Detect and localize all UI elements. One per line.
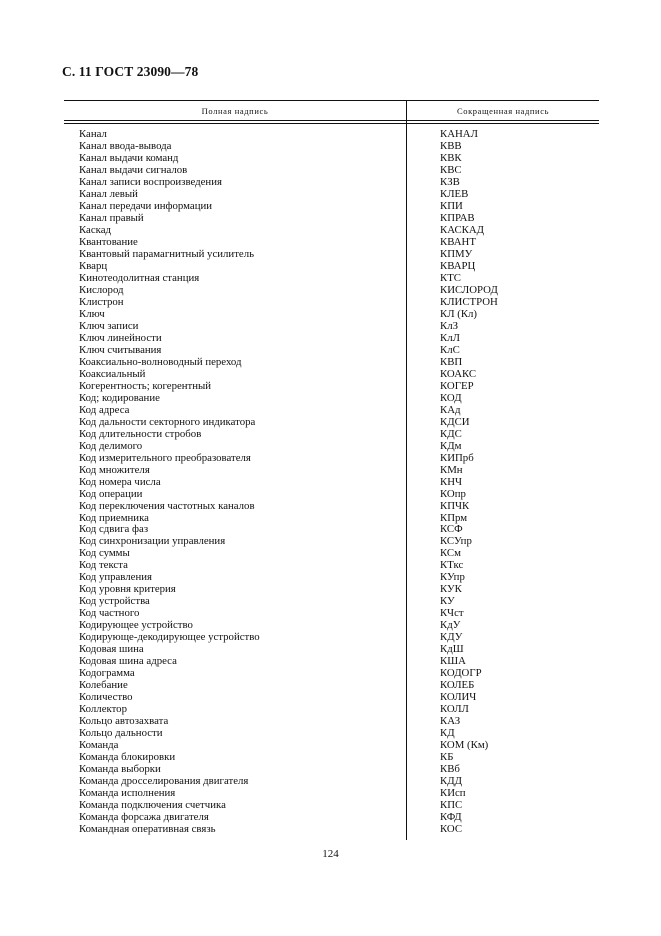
abbreviation-cell: КПИ <box>440 199 463 212</box>
table-row <box>0 763 661 775</box>
abbreviation-cell: КИсп <box>440 787 466 800</box>
full-name-cell: Кодирующее устройство <box>79 619 193 632</box>
full-name-cell: Код адреса <box>79 403 130 416</box>
full-name-cell: Код; кодирование <box>79 391 160 404</box>
table-row <box>0 176 661 188</box>
abbreviation-cell: КПС <box>440 799 463 812</box>
abbreviation-cell: КлС <box>440 343 460 356</box>
table-row <box>0 643 661 655</box>
table-row <box>0 404 661 416</box>
full-name-cell: Ключ записи <box>79 319 139 332</box>
full-name-cell: Каскад <box>79 223 112 236</box>
abbreviation-cell: КИСЛОРОД <box>440 283 498 296</box>
table-row <box>0 308 661 320</box>
page-header: С. 11 ГОСТ 23090—78 <box>62 64 199 79</box>
table-row <box>0 128 661 140</box>
abbreviation-cell: КВП <box>440 355 463 368</box>
full-name-cell: Ключ <box>79 307 105 320</box>
abbreviation-cell: КАЗ <box>440 715 461 728</box>
abbreviation-cell: КУ <box>440 595 455 608</box>
abbreviation-cell: КДСИ <box>440 415 470 428</box>
abbreviation-cell: КУК <box>440 583 462 596</box>
abbreviation-cell: КДС <box>440 427 462 440</box>
abbreviation-cell: КДУ <box>440 631 463 644</box>
table-row <box>0 464 661 476</box>
column-header-full: Полная надпись <box>201 106 269 116</box>
table-row <box>0 500 661 512</box>
abbreviation-cell: КлЗ <box>440 319 458 332</box>
full-name-cell: Команда <box>79 739 119 752</box>
abbreviation-cell: КФД <box>440 811 462 824</box>
full-name-cell: Кодирующе-декодирующее устройство <box>79 631 260 644</box>
table-row <box>0 739 661 751</box>
abbreviation-cell: КША <box>440 655 466 668</box>
table-row <box>0 380 661 392</box>
table-row <box>0 452 661 464</box>
table-row <box>0 667 661 679</box>
table-row <box>0 512 661 524</box>
full-name-cell: Код делимого <box>79 439 143 452</box>
full-name-cell: Ключ линейности <box>79 331 162 344</box>
full-name-cell: Коаксиальный <box>79 367 146 380</box>
table-row <box>0 284 661 296</box>
abbreviation-cell: КОпр <box>440 487 466 500</box>
full-name-cell: Код суммы <box>79 547 130 560</box>
table-row <box>0 260 661 272</box>
full-name-cell: Код множителя <box>79 463 150 476</box>
abbreviation-cell: КОЛЕБ <box>440 679 475 692</box>
abbreviation-cell: КИПрб <box>440 451 474 464</box>
page-number: 124 <box>322 848 339 860</box>
table-row <box>0 583 661 595</box>
table-row <box>0 655 661 667</box>
full-name-cell: Код номера числа <box>79 475 161 488</box>
table-top-rule <box>64 100 599 101</box>
table-row <box>0 248 661 260</box>
full-name-cell: Квантование <box>79 235 138 248</box>
abbreviation-cell: КТкс <box>440 559 464 572</box>
abbreviation-cell: КД <box>440 727 455 740</box>
table-row <box>0 224 661 236</box>
abbreviation-cell: КОЛЛ <box>440 703 469 716</box>
table-row <box>0 296 661 308</box>
table-row <box>0 344 661 356</box>
table-row <box>0 356 661 368</box>
abbreviation-cell: КдУ <box>440 619 461 632</box>
full-name-cell: Канал выдачи команд <box>79 151 179 164</box>
full-name-cell: Кварц <box>79 259 108 272</box>
table-row <box>0 152 661 164</box>
table-row <box>0 392 661 404</box>
full-name-cell: Кодограмма <box>79 667 135 680</box>
abbreviation-cell: КНЧ <box>440 475 463 488</box>
full-name-cell: Канал правый <box>79 211 144 224</box>
full-name-cell: Код устройства <box>79 595 150 608</box>
table-row <box>0 619 661 631</box>
full-name-cell: Колебание <box>79 679 128 692</box>
full-name-cell: Код сдвига фаз <box>79 523 149 536</box>
table-row <box>0 440 661 452</box>
full-name-cell: Код операции <box>79 487 143 500</box>
full-name-cell: Код частного <box>79 607 140 620</box>
table-row <box>0 164 661 176</box>
abbreviation-cell: КЧст <box>440 607 464 620</box>
table-row <box>0 775 661 787</box>
abbreviation-cell: КВВ <box>440 139 462 152</box>
table-row <box>0 272 661 284</box>
abbreviation-cell: КлЛ <box>440 331 460 344</box>
full-name-cell: Количество <box>79 691 133 704</box>
abbreviation-cell: КОМ (Км) <box>440 739 489 752</box>
table-row <box>0 727 661 739</box>
table-row <box>0 811 661 823</box>
abbreviation-cell: КВС <box>440 163 462 176</box>
full-name-cell: Код длительности стробов <box>79 427 202 440</box>
abbreviation-cell: КЛИСТРОН <box>440 295 498 308</box>
abbreviation-cell: КДД <box>440 775 462 788</box>
abbreviation-cell: КПМУ <box>440 247 473 260</box>
abbreviation-cell: КБ <box>440 751 454 764</box>
full-name-cell: Команда дросселирования двигателя <box>79 775 249 788</box>
full-name-cell: Кольцо дальности <box>79 727 163 740</box>
abbreviation-cell: КТС <box>440 271 461 284</box>
full-name-cell: Команда выборки <box>79 763 161 776</box>
full-name-cell: Канал записи воспроизведения <box>79 175 222 188</box>
abbreviation-cell: КСФ <box>440 523 463 536</box>
header-bottom-rule <box>64 120 599 121</box>
table-row <box>0 368 661 380</box>
full-name-cell: Канал <box>79 128 107 140</box>
table-row <box>0 607 661 619</box>
full-name-cell: Кислород <box>79 283 124 296</box>
full-name-cell: Канал ввода-вывода <box>79 139 172 152</box>
abbreviation-cell: КАд <box>440 403 461 416</box>
table-row <box>0 691 661 703</box>
full-name-cell: Ключ считывания <box>79 343 162 356</box>
abbreviation-cell: КОАКС <box>440 367 477 380</box>
table-row <box>0 320 661 332</box>
table-row <box>0 799 661 811</box>
abbreviation-cell: КМн <box>440 463 463 476</box>
abbreviation-cell: КВК <box>440 151 462 164</box>
abbreviation-cell: КВб <box>440 763 460 776</box>
abbreviation-cell: КОС <box>440 823 463 836</box>
abbreviation-cell: КУпр <box>440 571 465 584</box>
full-name-cell: Канал выдачи сигналов <box>79 163 188 176</box>
abbreviation-cell: КОДОГР <box>440 667 482 680</box>
table-row <box>0 595 661 607</box>
full-name-cell: Коаксиально-волноводный переход <box>79 355 242 368</box>
abbreviation-cell: КдШ <box>440 643 464 656</box>
table-row <box>0 476 661 488</box>
table-row <box>0 823 661 835</box>
table-row <box>0 751 661 763</box>
table-row <box>0 140 661 152</box>
abbreviation-cell: КВАНТ <box>440 235 476 248</box>
abbreviation-cell: КДм <box>440 439 462 452</box>
full-name-cell: Код переключения частотных каналов <box>79 499 255 512</box>
table-row <box>0 703 661 715</box>
header-bottom-rule-double <box>64 123 599 124</box>
abbreviation-cell: КОД <box>440 391 462 404</box>
full-name-cell: Код измерительного преобразователя <box>79 451 251 464</box>
abbreviation-cell: КОЛИЧ <box>440 691 477 704</box>
table-row <box>0 631 661 643</box>
full-name-cell: Квантовый парамагнитный усилитель <box>79 247 255 260</box>
full-name-cell: Кодовая шина адреса <box>79 655 177 668</box>
full-name-cell: Канал левый <box>79 187 138 200</box>
abbreviation-cell: КЗВ <box>440 175 460 188</box>
abbreviation-cell: КСУпр <box>440 535 472 548</box>
full-name-cell: Канал передачи информации <box>79 199 213 212</box>
full-name-cell: Код синхронизации управления <box>79 535 226 548</box>
abbreviation-cell: КАНАЛ <box>440 128 478 140</box>
full-name-cell: Код текста <box>79 559 128 572</box>
full-name-cell: Кодовая шина <box>79 643 144 656</box>
full-name-cell: Код управления <box>79 571 152 584</box>
full-name-cell: Команда блокировки <box>79 751 176 764</box>
table-row <box>0 559 661 571</box>
full-name-cell: Коллектор <box>79 703 127 716</box>
table-row <box>0 523 661 535</box>
full-name-cell: Кольцо автозахвата <box>79 715 169 728</box>
table-row <box>0 535 661 547</box>
table-row <box>0 428 661 440</box>
table-row <box>0 547 661 559</box>
abbreviation-cell: КПЧК <box>440 499 470 512</box>
table-body <box>0 128 661 835</box>
full-name-cell: Клистрон <box>79 295 124 308</box>
full-name-cell: Команда исполнения <box>79 787 176 800</box>
table-row <box>0 488 661 500</box>
full-name-cell: Код приемника <box>79 511 149 524</box>
abbreviation-cell: КЛ (Кл) <box>440 307 478 320</box>
full-name-cell: Команда подключения счетчика <box>79 799 226 812</box>
abbreviation-cell: КСм <box>440 547 461 560</box>
abbreviation-cell: КПрм <box>440 511 468 524</box>
full-name-cell: Команда форсажа двигателя <box>79 811 209 824</box>
table-row <box>0 416 661 428</box>
full-name-cell: Когерентность; когерентный <box>79 379 212 392</box>
table-row <box>0 679 661 691</box>
table-row <box>0 332 661 344</box>
full-name-cell: Код уровня критерия <box>79 583 176 596</box>
table-row <box>0 236 661 248</box>
full-name-cell: Кинотеодолитная станция <box>79 271 200 284</box>
table-row <box>0 212 661 224</box>
table-row <box>0 715 661 727</box>
full-name-cell: Командная оперативная связь <box>79 823 216 836</box>
abbreviation-cell: КПРАВ <box>440 211 475 224</box>
abbreviation-cell: КЛЕВ <box>440 187 469 200</box>
abbreviation-cell: КВАРЦ <box>440 259 476 272</box>
abbreviation-cell: КОГЕР <box>440 379 474 392</box>
table-row <box>0 188 661 200</box>
table-row <box>0 571 661 583</box>
full-name-cell: Код дальности секторного индикатора <box>79 415 256 428</box>
table-row <box>0 200 661 212</box>
table-row <box>0 787 661 799</box>
column-header-abbr: Сокращенная надпись <box>456 106 550 116</box>
abbreviation-cell: КАСКАД <box>440 223 485 236</box>
